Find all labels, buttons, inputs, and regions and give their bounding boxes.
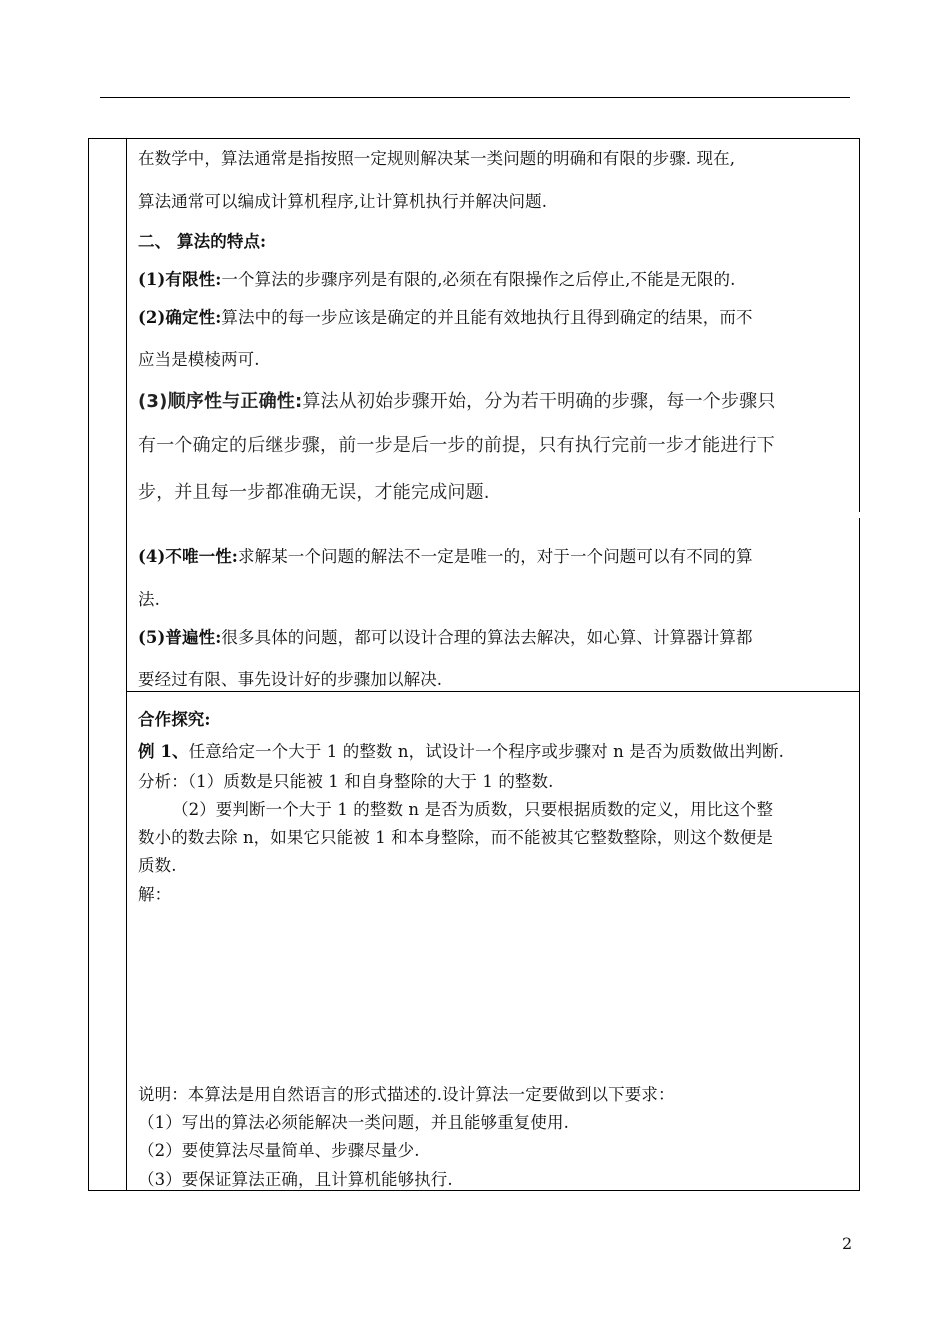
analysis-2-line-1: （2）要判断一个大于 1 的整数 n 是否为质数，只要根据质数的定义，用比这个整 (172, 800, 774, 819)
requirement-2: （2）要使算法尽量简单、步骤尽量少. (138, 1141, 420, 1160)
feature-order-line-2: 有一个确定的后继步骤，前一步是后一步的前提，只有执行完前一步才能进行下 (138, 435, 775, 456)
pasted-image-gap (128, 512, 860, 518)
feature-order-line-3: 步，并且每一步都准确无误，才能完成问题. (138, 482, 490, 503)
feature-definiteness (138, 304, 753, 328)
requirement-1: （1）写出的算法必须能解决一类问题，并且能够重复使用. (138, 1113, 569, 1132)
feature-order-correctness (138, 387, 776, 413)
cooperative-heading: 合作探究: (138, 710, 211, 729)
header-rule (100, 97, 850, 98)
feature-title: (2)确定性: (138, 308, 222, 327)
analysis-2-line-2: 数小的数去除 n，如果它只能被 1 和本身整除，而不能被其它整数整除，则这个数便是 (138, 828, 773, 847)
feature-non-uniqueness (138, 543, 753, 567)
solution-label: 解： (138, 885, 172, 904)
feature-title: (4)不唯一性: (138, 547, 238, 566)
feature-text: 算法中的每一步应该是确定的并且能有效地执行且得到确定的结果，而不 (221, 308, 753, 327)
features-heading: 二、 算法的特点: (138, 232, 267, 251)
feature-title: (3)顺序性与正确性: (138, 391, 303, 412)
intro-line-2: 算法通常可以编成计算机程序,让计算机执行并解决问题. (138, 192, 548, 211)
feature-text: 算法从初始步骤开始，分为若干明确的步骤，每一个步骤只 (302, 391, 776, 412)
example-text: 任意给定一个大于 1 的整数 n，试设计一个程序或步骤对 n 是否为质数做出判断. (188, 742, 784, 761)
content-table (88, 138, 860, 1191)
intro-line-1: 在数学中，算法通常是指按照一定规则解决某一类问题的明确和有限的步骤. 现在, (138, 149, 736, 168)
table-left-column-divider (126, 138, 127, 1191)
feature-finiteness (138, 266, 735, 290)
feature-title: (1)有限性: (138, 270, 222, 289)
feature-definiteness-cont: 应当是模棱两可. (138, 350, 260, 369)
example-title: 例 1、 (138, 742, 189, 761)
feature-title: (5)普遍性: (138, 628, 222, 647)
note-line: 说明：本算法是用自然语言的形式描述的.设计算法一定要做到以下要求： (138, 1085, 675, 1104)
example-1 (138, 738, 784, 762)
requirement-3: （3）要保证算法正确，且计算机能够执行. (138, 1170, 453, 1189)
feature-text: 很多具体的问题，都可以设计合理的算法去解决，如心算、计算器计算都 (221, 628, 753, 647)
feature-text: 一个算法的步骤序列是有限的,必须在有限操作之后停止,不能是无限的. (221, 270, 736, 289)
table-row-divider (126, 691, 860, 692)
feature-universality (138, 624, 753, 648)
feature-text: 求解某一个问题的解法不一定是唯一的，对于一个问题可以有不同的算 (238, 547, 753, 566)
feature-universality-cont: 要经过有限、事先设计好的步骤加以解决. (138, 670, 443, 689)
page-number: 2 (842, 1234, 853, 1253)
analysis-1: 分析：（1）质数是只能被 1 和自身整除的大于 1 的整数. (138, 772, 554, 791)
feature-non-uniqueness-cont: 法. (138, 590, 160, 609)
analysis-2-line-3: 质数. (138, 856, 177, 875)
